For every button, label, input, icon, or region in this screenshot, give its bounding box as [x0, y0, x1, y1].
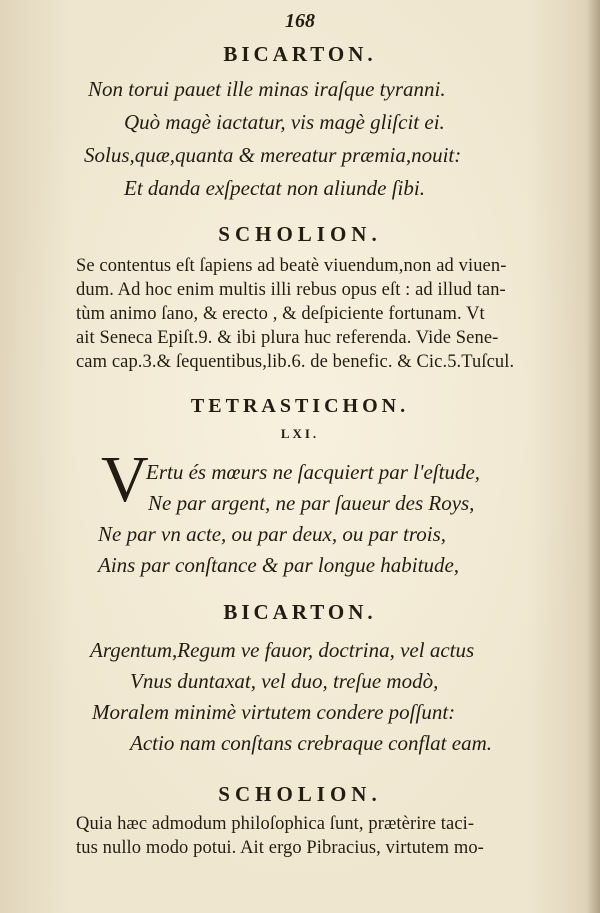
page-gutter-shadow [586, 0, 600, 913]
scholion-heading: SCHOLION. [218, 782, 382, 806]
page-number: 168 [285, 10, 315, 32]
verse-line: Ne par argent, ne par ſaueur des Roys, [148, 491, 475, 515]
verse-line: Actio nam conſtans crebraque conflat eam. [130, 731, 492, 755]
verse-line: Quò magè iactatur, vis magè gliſcit ei. [124, 110, 445, 134]
prose-line: cam cap.3.& ſequentibus,lib.6. de benefic. & Cic.5.Tuſcul. [76, 352, 515, 372]
quatrain-number: LXI. [280, 426, 320, 441]
tetrastichon-heading: TETRASTICHON. [190, 395, 410, 417]
verse-line: Ains par conſtance & par longue habitude, [98, 553, 460, 577]
verse-line: Ertu és mœurs ne ſacquiert par l'eſtude, [146, 460, 481, 484]
verse-line: Moralem minimè virtutem condere poſſunt: [92, 700, 456, 724]
verse-line: Argentum,Regum ve fauor, doctrina, vel actus [90, 638, 475, 662]
section-heading-bicarton: BICARTON. [223, 600, 377, 624]
drop-cap-letter: V [101, 443, 149, 516]
verse-line: Et danda exſpectat non aliunde ſibi. [124, 176, 425, 200]
verse-line: Ne par vn acte, ou par deux, ou par trois, [98, 522, 447, 546]
prose-line: Quia hæc admodum philoſophica ſunt, prætèrire taci- [76, 814, 475, 834]
scholion-heading: SCHOLION. [218, 222, 382, 246]
verse-line: Non torui pauet ille minas iraſque tyranni. [88, 77, 446, 101]
prose-line: dum. Ad hoc enim multis illi rebus opus eſt : ad illud tan- [76, 280, 506, 300]
prose-line: ait Seneca Epiſt.9. & ibi plura huc referenda. Vide Sene- [76, 328, 499, 348]
verse-line: Solus,quæ,quanta & mereatur præmia,nouit: [84, 143, 462, 167]
prose-line: tus nullo modo potui. Ait ergo Pibracius, virtutem mo- [76, 838, 484, 858]
section-heading-bicarton: BICARTON. [223, 42, 377, 66]
prose-line: tùm animo ſano, & erecto , & deſpiciente fortunam. Vt [76, 304, 485, 324]
prose-line: Se contentus eſt ſapiens ad beatè viuendum,non ad viuen- [76, 256, 507, 276]
verse-line: Vnus duntaxat, vel duo, treſue modò, [130, 669, 439, 693]
